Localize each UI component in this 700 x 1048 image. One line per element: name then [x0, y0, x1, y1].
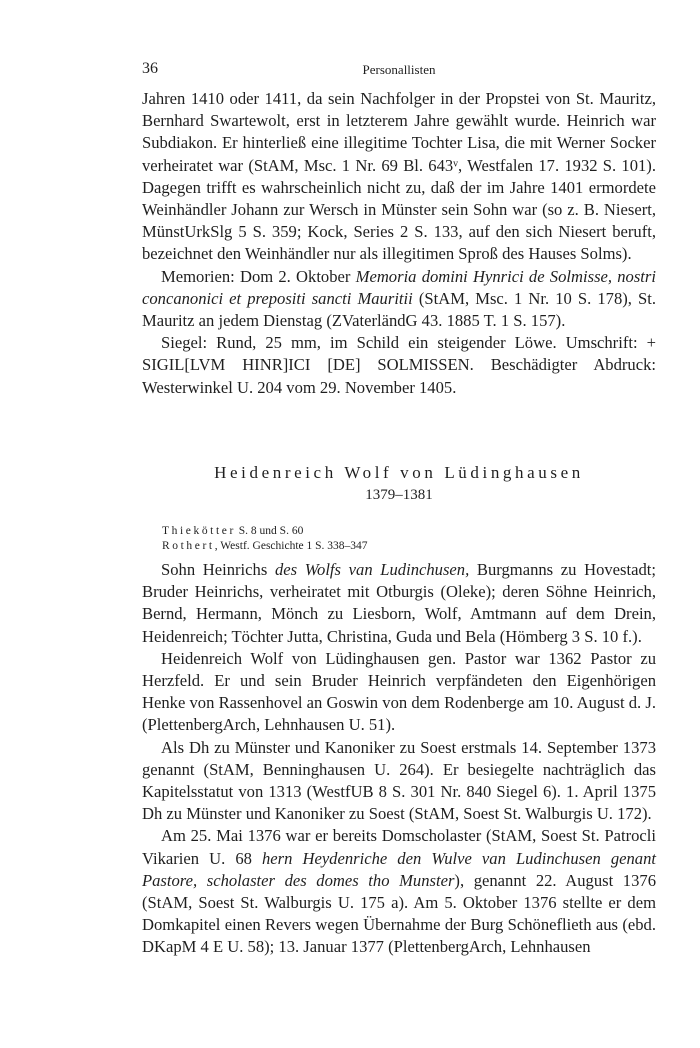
entry-body-text	[142, 559, 656, 959]
paragraph: Jahren 1410 oder 1411, da sein Nachfolger in der Propstei von St. Mauritz, Bernhard Swartewolt, erst in letzterem Jahre gewählt wurde. Heinrich war Subdiakon. Er hinterließ eine illegitime Tochter Lisa, die mit Werner Socker verheiratet war (StAM, Msc. 1 Nr. 69 Bl. 643ᵛ, Westfalen 17. 1932 S. 101). Dagegen trifft es wahrscheinlich nicht zu, daß der im Jahre 1401 ermordete Weinhändler Johann zur Wersch in Münster sein Sohn war (so z. B. Niesert, MünstUrkSlg 5 S. 359; Kock, Series 2 S. 133, auf den sich Niesert beruft, bezeichnet den Weinhändler nur als illegitimen Sproß des Hauses Solms).	[142, 89, 656, 264]
entry-dates: 1379–1381	[365, 487, 433, 503]
literature-item: Rothert, Westf. Geschichte 1 S. 338–347	[162, 539, 368, 552]
running-title: Personallisten	[362, 62, 436, 77]
paragraph-domscholaster: Am 25. Mai 1376 war er bereits Domscholaster (StAM, Soest St. Patrocli Vikarien U. 68 hern Heydenriche den Wulve van Ludinchusen genant Pastore, scholaster des domes tho Munster), genannt 22. August 1376 (StAM, Soest St. Walburgis U. 175 a). Am 5. Oktober 1376 stellte er dem Domkapitel einen Revers wegen Übernahme der Burg Schöneflieth aus (ebd. DKapM 4 E U. 58); 13. Januar 1377 (PlettenbergArch, Lehnhausen	[142, 826, 656, 957]
literature-list	[162, 524, 368, 553]
paragraph-siegel: Siegel: Rund, 25 mm, im Schild ein steigender Löwe. Umschrift: + SIGIL[LVM HINR]ICI [DE] SOLMISSEN. Beschädigter Abdruck: Westerwinkel U. 204 vom 29. November 1405.	[142, 333, 656, 397]
page-header	[142, 60, 656, 82]
continued-entry-text	[142, 88, 656, 399]
entry-name: Heidenreich Wolf von Lüdinghausen	[214, 463, 584, 482]
paragraph-memorien: Memorien: Dom 2. Oktober Memoria domini Hynrici de Solmisse, nostri concanonici et prepositi sancti Mauritii (StAM, Msc. 1 Nr. 10 S. 178), St. Mauritz an jedem Dienstag (ZVaterländG 43. 1885 T. 1 S. 157).	[142, 266, 656, 331]
paragraph: Als Dh zu Münster und Kanoniker zu Soest erstmals 14. September 1373 genannt (StAM, Benninghausen U. 264). Er besiegelte nachträglich das Kapitelsstatut von 1313 (WestfUB 8 S. 301 Nr. 840 Siegel 6). 1. April 1375 Dh zu Münster und Kanoniker zu Soest (StAM, Soest St. Walburgis U. 172).	[142, 737, 656, 824]
page-number: 36	[142, 60, 158, 77]
paragraph-family: Sohn Heinrichs des Wolfs van Ludinchusen, Burgmanns zu Hovestadt; Bruder Heinrichs, verheiratet mit Otburgis (Oleke); deren Söhne Heinrich, Bernd, Hermann, Mönch zu Liesborn, Wolf, Amtmann auf dem Drein, Heidenreich; Töchter Jutta, Christina, Guda und Bela (Hömberg 3 S. 10 f.).	[142, 560, 656, 646]
literature-item: Thiekötter S. 8 und S. 60	[162, 525, 304, 537]
entry-heading	[142, 462, 656, 506]
paragraph: Heidenreich Wolf von Lüdinghausen gen. Pastor war 1362 Pastor zu Herzfeld. Er und sein Bruder Heinrich verpfändeten den Eigenhörigen Henke von Rassenhovel an Goswin von dem Rodenberge am 10. August d. J. (PlettenbergArch, Lehnhausen U. 51).	[142, 648, 656, 735]
